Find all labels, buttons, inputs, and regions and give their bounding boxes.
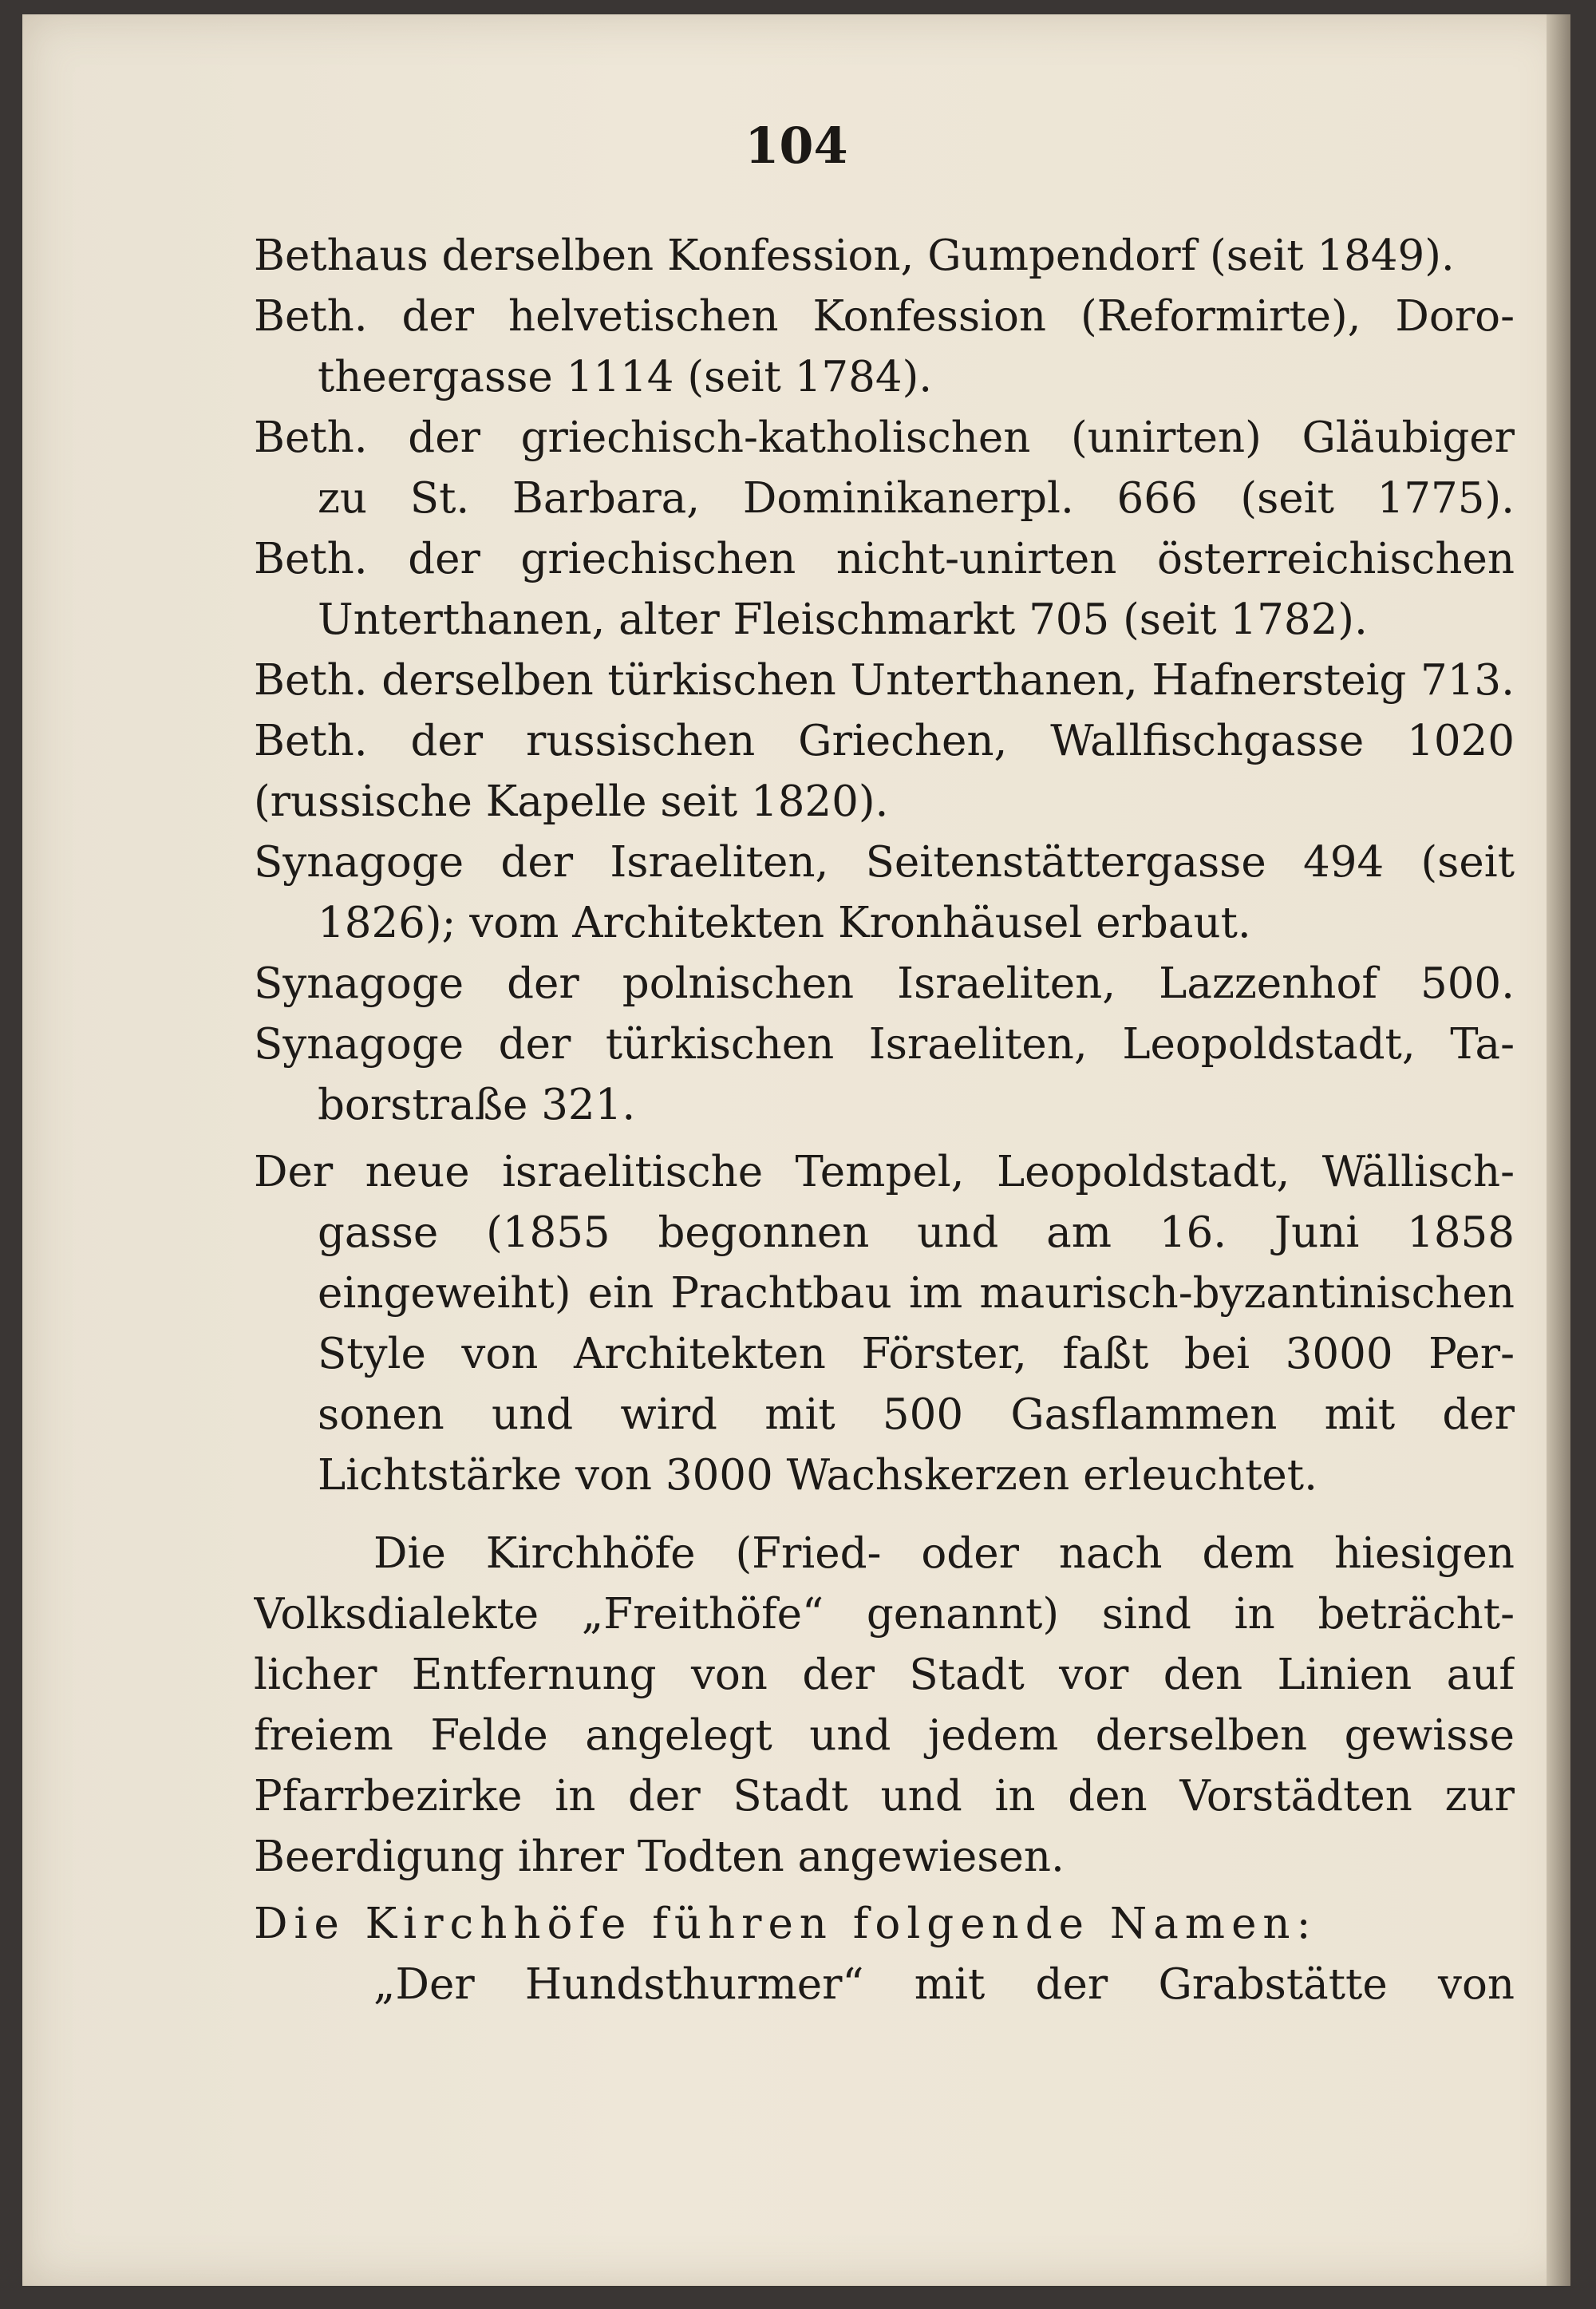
text-line: theergasse 1114 (seit 1784).: [318, 353, 933, 401]
entry-synagogue-polish: [254, 954, 1515, 1014]
text-line: Beth. der russischen Griechen, Wallfischgasse 1020: [254, 717, 1515, 765]
text-line: „Der Hundsthurmer“ mit der Grabstätte von: [373, 1960, 1515, 2009]
text-line: Der neue israelitische Tempel, Leopoldstadt, Wällisch-: [254, 1148, 1515, 1196]
text-line: Unterthanen, alter Fleischmarkt 705 (seit 1782).: [318, 595, 1368, 644]
text-line: gasse (1855 begonnen und am 16. Juni 1858: [318, 1208, 1515, 1257]
entry-new-temple: [254, 1142, 1515, 1506]
text-line: Synagoge der polnischen Israeliten, Lazzenhof 500.: [254, 959, 1515, 1008]
section-heading: Die Kirchhöfe führen folgende Namen:: [254, 1900, 1317, 1948]
text-line: Die Kirchhöfe (Fried- oder nach dem hiesigen: [373, 1529, 1515, 1578]
text-line: eingeweiht) ein Prachtbau im maurisch-byzantinischen: [318, 1269, 1515, 1318]
text-line: Volksdialekte „Freithöfe“ genannt) sind in beträcht-: [254, 1590, 1515, 1639]
entry-synagogue-israelites: [254, 832, 1515, 954]
paragraph-cemeteries: [254, 1524, 1515, 1888]
text-line: Synagoge der türkischen Israeliten, Leopoldstadt, Ta-: [254, 1020, 1515, 1069]
page-number: 104: [745, 117, 848, 175]
text-line: sonen und wird mit 500 Gasflammen mit der: [318, 1390, 1515, 1439]
text-line: Beth. der helvetischen Konfession (Reformirte), Doro-: [254, 292, 1515, 341]
text-line: Beth. derselben türkischen Unterthanen, Hafnersteig 713.: [254, 656, 1515, 705]
text-line: Pfarrbezirke in der Stadt und in den Vorstädten zur: [254, 1772, 1515, 1821]
text-line: 1826); vom Architekten Kronhäusel erbaut.: [318, 899, 1251, 947]
entry-turkish-subjects: [254, 650, 1515, 711]
entry-helvetic: [254, 287, 1515, 408]
text-line: Beth. der griechischen nicht-unirten österreichischen: [254, 535, 1515, 583]
text-line: Style von Architekten Förster, faßt bei 3000 Per-: [318, 1330, 1515, 1378]
book-spine-edge: [1547, 14, 1570, 2286]
text-line: Beerdigung ihrer Todten angewiesen.: [254, 1833, 1065, 1881]
text-line: Beth. der griechisch-katholischen (unirten) Gläubiger: [254, 413, 1515, 462]
entry-greek-catholic: [254, 408, 1515, 529]
text-line: zu St. Barbara, Dominikanerpl. 666 (seit 1775).: [318, 474, 1515, 523]
text-line: Synagoge der Israeliten, Seitenstättergasse 494 (seit: [254, 838, 1515, 887]
text-line: Lichtstärke von 3000 Wachskerzen erleuchtet.: [318, 1451, 1317, 1500]
text-line: freiem Felde angelegt und jedem derselben gewisse: [254, 1711, 1515, 1760]
book-page: [22, 14, 1570, 2286]
text-line: (russische Kapelle seit 1820).: [254, 777, 889, 826]
text-line: borstraße 321.: [318, 1081, 636, 1129]
text-line: licher Entfernung von der Stadt vor den Linien auf: [254, 1651, 1515, 1699]
entry-bethaus-gumpendorf: [254, 226, 1515, 287]
entry-russian-greeks: [254, 711, 1515, 832]
entry-synagogue-turkish: [254, 1014, 1515, 1136]
page-text: [254, 226, 1515, 2015]
text-line: Bethaus derselben Konfession, Gumpendorf (seit 1849).: [254, 231, 1455, 280]
entry-greek-non-united: [254, 529, 1515, 650]
heading-cemetery-names: [254, 1894, 1515, 1955]
entry-hundsthurmer: [254, 1955, 1515, 2015]
